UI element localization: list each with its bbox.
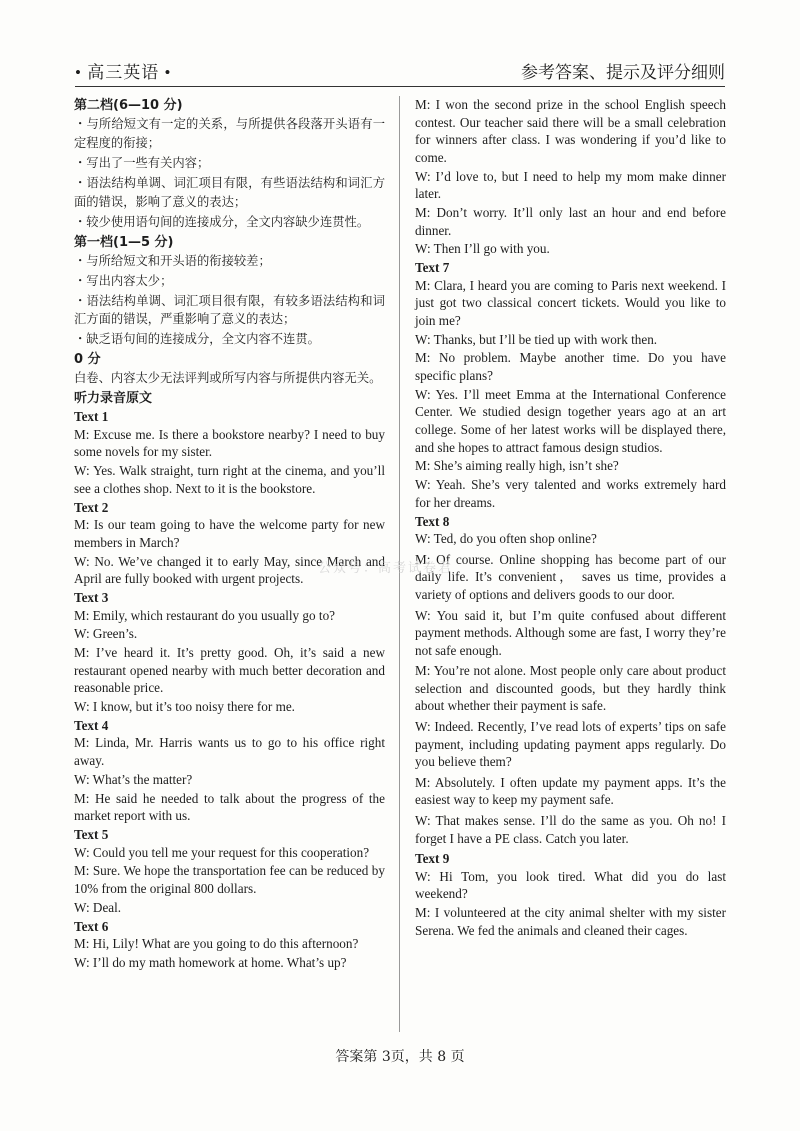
paragraph: W: Hi Tom, you look tired. What did you do last weekend? [415,868,726,902]
page-footer: 答案第 3页，共 8 页 [335,1049,465,1065]
paragraph: M: Hi, Lily! What are you going to do this afternoon? [74,936,359,952]
paragraph: W: I’ll do my math homework at home. What’s up? [74,954,347,970]
paragraph: W: Green’s. [74,626,138,642]
paragraph: M: I won the second prize in the school English speech contest. Our teacher said there will be a small celebration for winners after class. I was wondering if you’d like to come. [415,97,726,165]
section-heading: 0 分 [74,352,101,368]
paragraph: W: You said it, but I’m quite confused about different payment methods. Although some are fast, I worry they’re not safe enough. [415,607,726,658]
paragraph: W: Could you tell me your request for this cooperation? [74,844,370,860]
paragraph: W: Ted, do you often shop online? [415,531,597,547]
section-heading: 第一档(1—5 分) [74,234,174,250]
right-column-top [415,96,726,548]
paragraph: W: Yeah. She’s very talented and works extremely hard for her dreams. [415,477,726,510]
paragraph: M: Sure. We hope the transportation fee can be reduced by 10% from the original 800 dollars. [74,863,385,896]
paragraph: ・缺乏语句间的连接成分，全文内容不连贯。 [74,332,320,347]
paragraph: W: I’d love to, but I need to help my mom make dinner later. [415,168,726,202]
paragraph: W: Indeed. Recently, I’ve read lots of experts’ tips on safe payment, including updating payment apps regularly. Do you believe them? [415,719,726,770]
watermark: 公众号：高考试卷君 [318,561,454,576]
right-column [415,96,726,941]
section-heading: Text 3 [74,589,109,605]
paragraph: M: She’s aiming really high, isn’t she? [415,458,619,474]
paragraph: ・语法结构单调、词汇项目有限，有些语法结构和词汇方面的错误，影响了意义的表达； [74,175,385,209]
section-heading: 听力录音原文 [74,391,153,407]
paragraph: M: Of course. Online shopping has become part of our daily life. It’s convenient， saves us time, provides a variety of options and delivers goods to our door. [415,551,726,602]
section-heading: 第二档(6—10 分) [74,98,183,113]
page-header [75,58,725,84]
right-column-bottom [415,850,726,939]
section-heading: Text 9 [415,851,450,867]
paragraph: W: No. We’ve changed it to early May, since March and April are fully booked with urgent projects. [74,553,385,587]
paragraph: M: Don’t worry. It’ll only last an hour and end before dinner. [415,204,726,238]
paragraph: W: Then I’ll go with you. [415,241,550,257]
section-heading: Text 7 [415,260,450,276]
paragraph: W: Yes. I’ll meet Emma at the International Conference Center. We studied design together years ago at an art college. Some of her latest works will be displayed there, and she hopes to attract famous design studios. [415,386,726,455]
section-heading: Text 2 [74,499,109,515]
paragraph: M: Linda, Mr. Harris wants us to go to his office right away. [74,735,385,769]
paragraph: W: Yes. Walk straight, turn right at the cinema, and you’ll see a clothes shop. Next to it is the bookstore. [74,463,385,496]
paragraph: ・写出内容太少； [74,273,173,288]
paragraph: M: He said he needed to talk about the progress of the market report with us. [74,790,385,824]
section-heading: Text 4 [74,717,109,733]
paragraph: M: I volunteered at the city animal shelter with my sister Serena. We fed the animals and cleaned their cages. [415,905,726,938]
paragraph: M: You’re not alone. Most people only care about product selection and discounted goods, but they hardly think about whether their payment is safe. [415,663,726,714]
paragraph: W: Deal. [74,899,122,915]
section-heading: Text 1 [74,409,109,425]
paragraph: M: Emily, which restaurant do you usually go to? [74,607,336,623]
paragraph: W: I know, but it’s too noisy there for me. [74,699,295,715]
paragraph: 白卷、内容太少无法评判或所写内容与所提供内容无关。 [74,371,382,386]
right-column-middle [415,551,726,848]
paragraph: W: Thanks, but I’ll be tied up with work then. [415,331,658,347]
header-title: 参考答案、提示及评分细则 [521,63,725,82]
paragraph: M: I’ve heard it. It’s pretty good. Oh, it’s said a new restaurant opened nearby with much better decoration and reasonable price. [74,645,385,696]
header-subject: • 高三英语 • [75,63,172,82]
paragraph: ・较少使用语句间的连接成分，全文内容缺少连贯性。 [74,214,370,229]
paragraph: ・与所给短文和开头语的衔接较差； [74,253,271,268]
section-heading: Text 6 [74,918,109,934]
header-rule [75,86,725,87]
paragraph: M: Excuse me. Is there a bookstore nearby? I need to buy some novels for my sister. [74,426,385,460]
paragraph: M: Is our team going to have the welcome party for new members in March? [74,517,385,550]
left-column [74,96,385,973]
section-heading: Text 8 [415,513,450,529]
paragraph: ・与所给短文有一定的关系，与所提供各段落开头语有一定程度的衔接； [74,117,385,150]
paragraph: ・语法结构单调、词汇项目很有限，有较多语法结构和词汇方面的错误，严重影响了意义的表达； [74,293,385,327]
paragraph: ・写出了一些有关内容； [74,155,210,170]
section-heading: Text 5 [74,826,109,842]
paragraph: M: Absolutely. I often update my payment apps. It’s the easiest way to keep my payment safe. [415,774,726,808]
paragraph: M: Clara, I heard you are coming to Paris next weekend. I just got two classical concert tickets. Would you like to join me? [415,277,726,328]
paragraph: W: What’s the matter? [74,771,193,787]
paragraph: W: That makes sense. I’ll do the same as you. Oh no! I forget I have a PE class. Catch you later. [415,813,726,846]
paragraph: M: No problem. Maybe another time. Do you have specific plans? [415,350,726,384]
